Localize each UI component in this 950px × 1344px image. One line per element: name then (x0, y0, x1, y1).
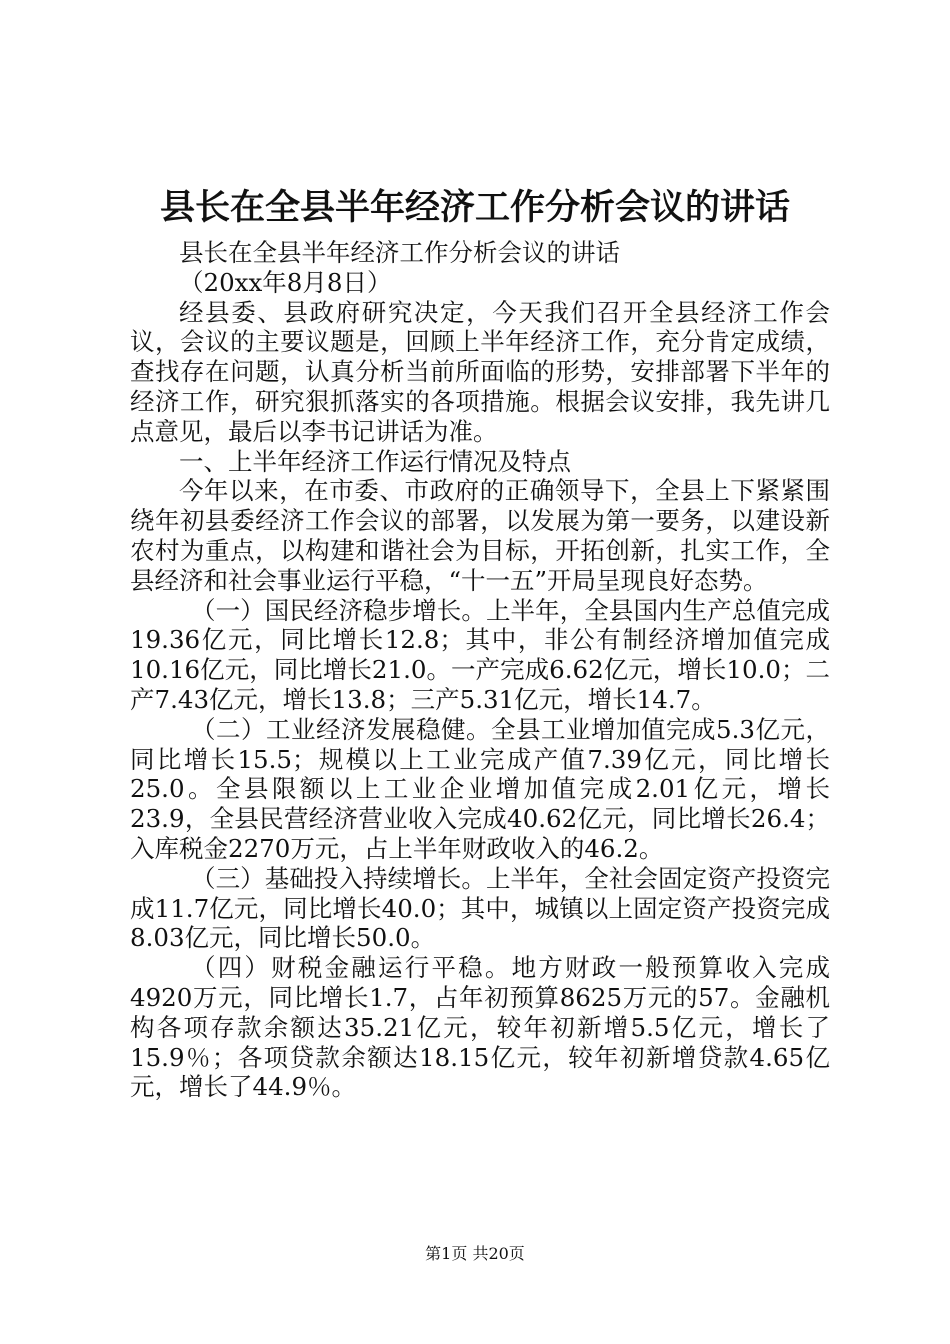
section-heading-1: 一、上半年经济工作运行情况及特点 (179, 446, 571, 476)
paragraph-investment: （三）基础投入持续增长。上半年，全社会固定资产投资完成11.7亿元，同比增长40.0；其中，城镇以上固定资产投资完成8.03亿元，同比增长50.0。 (130, 863, 830, 953)
paragraph-overview: 今年以来，在市委、市政府的正确领导下，全县上下紧紧围绕年初县委经济工作会议的部署，以发展为第一要务，以建设新农村为重点，以构建和谐社会为目标，开拓创新，扎实工作，全县经济和社会事业运行平稳，“十一五”开局呈现良好态势。 (130, 476, 830, 595)
document-body (130, 238, 830, 1102)
document-date: （20xx年8月8日） (179, 267, 392, 297)
paragraph-economy-growth: （一）国民经济稳步增长。上半年，全县国内生产总值完成19.36亿元，同比增长12.8；其中，非公有制经济增加值完成10.16亿元，同比增长21.0。一产完成6.62亿元，增长10.0；二产7.43亿元，增长13.8；三产5.31亿元，增长14.7。 (130, 595, 830, 714)
document-subtitle: 县长在全县半年经济工作分析会议的讲话 (179, 238, 620, 267)
page-number: 第1页 共20页 (425, 1244, 525, 1263)
paragraph-intro: 经县委、县政府研究决定，今天我们召开全县经济工作会议，会议的主要议题是，回顾上半年经济工作，充分肯定成绩，查找存在问题，认真分析当前所面临的形势，安排部署下半年的经济工作，研究狠抓落实的各项措施。根据会议安排，我先讲几点意见，最后以李书记讲话为准。 (130, 297, 830, 446)
paragraph-finance: （四）财税金融运行平稳。地方财政一般预算收入完成4920万元，同比增长1.7，占年初预算8625万元的57。金融机构各项存款余额达35.21亿元，较年初新增5.5亿元，增长了15.9％；各项贷款余额达18.15亿元，较年初新增贷款4.65亿元，增长了44.9％。 (130, 953, 830, 1102)
document-title: 县长在全县半年经济工作分析会议的讲话 (159, 187, 790, 228)
paragraph-industry: （二）工业经济发展稳健。全县工业增加值完成5.3亿元，同比增长15.5；规模以上工业完成产值7.39亿元，同比增长25.0。全县限额以上工业企业增加值完成2.01亿元，增长23.9，全县民营经济营业收入完成40.62亿元，同比增长26.4；入库税金2270万元，占上半年财政收入的46.2。 (130, 714, 830, 863)
